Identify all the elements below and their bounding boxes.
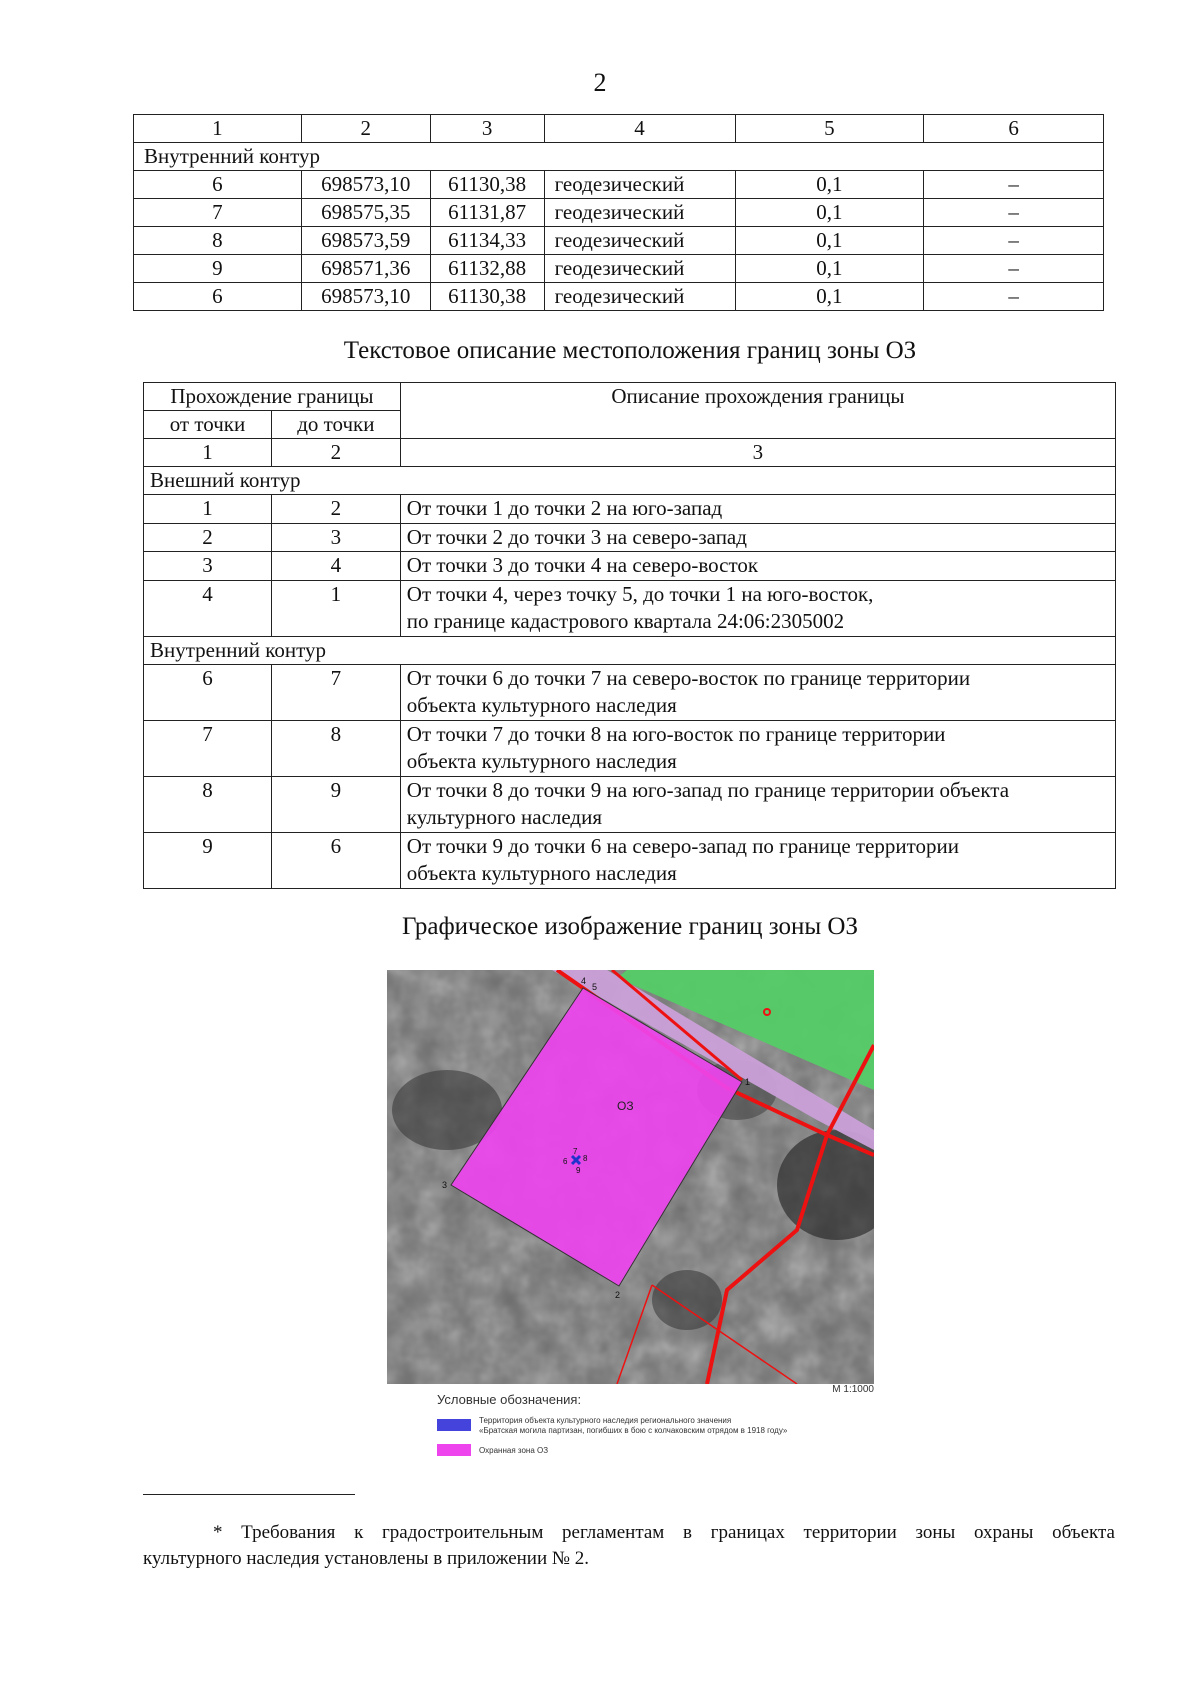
footnote-line: * Требования к градостроительным регламентам в границах территории зоны охраны объекта bbox=[213, 1522, 1115, 1543]
point-label: 1 bbox=[745, 1077, 751, 1087]
accuracy: 0,1 bbox=[735, 255, 924, 283]
point-id: 7 bbox=[134, 199, 302, 227]
description-line: От точки 9 до точки 6 на северо-запад по границе территории bbox=[406, 833, 960, 858]
section-row bbox=[134, 143, 1104, 171]
table-row bbox=[134, 199, 1104, 227]
point-id: 6 bbox=[134, 171, 302, 199]
description: От точки 1 до точки 2 на юго-запад bbox=[400, 495, 1115, 524]
legend-swatch-object bbox=[437, 1419, 471, 1431]
col-number: 2 bbox=[301, 115, 430, 143]
legend-title: Условные обозначения: bbox=[437, 1392, 582, 1407]
point-id: 8 bbox=[134, 227, 302, 255]
table-row bbox=[144, 832, 1116, 888]
y-coord: 61132,88 bbox=[430, 255, 544, 283]
point-label: 6 bbox=[563, 1157, 568, 1166]
method: геодезический bbox=[544, 199, 735, 227]
description bbox=[400, 580, 1115, 636]
description-line: объекта культурного наследия bbox=[406, 861, 677, 885]
description-line: От точки 6 до точки 7 на северо-восток по границе территории bbox=[406, 665, 971, 690]
to-point: 7 bbox=[271, 664, 400, 720]
col-number: 6 bbox=[924, 115, 1104, 143]
legend-item-zone: Охранная зона ОЗ bbox=[479, 1446, 549, 1455]
y-coord: 61134,33 bbox=[430, 227, 544, 255]
point-id: 6 bbox=[134, 283, 302, 311]
table-row bbox=[144, 776, 1116, 832]
head-to: до точки bbox=[271, 411, 400, 439]
table-number-row bbox=[144, 439, 1116, 467]
table-row bbox=[144, 664, 1116, 720]
legend-swatch-zone bbox=[437, 1444, 471, 1456]
section-row bbox=[144, 467, 1116, 495]
legend-item-object bbox=[479, 1416, 787, 1436]
legend-text: Территория объекта культурного наследия регионального значения bbox=[479, 1416, 732, 1425]
head-from: от точки bbox=[144, 411, 272, 439]
from-point: 1 bbox=[144, 495, 272, 524]
description-line: культурного наследия bbox=[406, 805, 603, 829]
description-line: по границе кадастрового квартала 24:06:2305002 bbox=[406, 609, 845, 633]
from-point: 4 bbox=[144, 580, 272, 636]
col-number: 3 bbox=[430, 115, 544, 143]
map-image bbox=[387, 970, 874, 1384]
footnote-line: культурного наследия установлены в приложении № 2. bbox=[143, 1548, 590, 1569]
section-label: Внутренний контур bbox=[134, 143, 1104, 171]
to-point: 8 bbox=[271, 720, 400, 776]
note: – bbox=[924, 199, 1104, 227]
description bbox=[400, 832, 1115, 888]
accuracy: 0,1 bbox=[735, 283, 924, 311]
table-row bbox=[134, 227, 1104, 255]
map-legend bbox=[387, 1384, 874, 1464]
from-point: 3 bbox=[144, 552, 272, 581]
col-number: 5 bbox=[735, 115, 924, 143]
description-line: объекта культурного наследия bbox=[406, 749, 677, 773]
point-label: 5 bbox=[592, 982, 598, 992]
section-row bbox=[144, 636, 1116, 664]
from-point: 8 bbox=[144, 776, 272, 832]
col-number: 3 bbox=[400, 439, 1115, 467]
y-coord: 61131,87 bbox=[430, 199, 544, 227]
footnote bbox=[143, 1520, 1115, 1572]
table-row bbox=[134, 283, 1104, 311]
accuracy: 0,1 bbox=[735, 171, 924, 199]
table-row bbox=[134, 171, 1104, 199]
head-desc: Описание прохождения границы bbox=[400, 383, 1115, 439]
from-point: 6 bbox=[144, 664, 272, 720]
to-point: 2 bbox=[271, 495, 400, 524]
description bbox=[400, 720, 1115, 776]
point-label: 8 bbox=[583, 1154, 588, 1163]
from-point: 7 bbox=[144, 720, 272, 776]
method: геодезический bbox=[544, 171, 735, 199]
from-point: 2 bbox=[144, 523, 272, 552]
method: геодезический bbox=[544, 255, 735, 283]
point-id: 9 bbox=[134, 255, 302, 283]
point-label: 3 bbox=[442, 1180, 448, 1190]
col-number: 4 bbox=[544, 115, 735, 143]
table-row bbox=[144, 580, 1116, 636]
table-row bbox=[144, 720, 1116, 776]
to-point: 6 bbox=[271, 832, 400, 888]
point-label: 4 bbox=[581, 976, 587, 986]
tree-patch bbox=[652, 1270, 722, 1330]
x-coord: 698575,35 bbox=[301, 199, 430, 227]
x-coord: 698571,36 bbox=[301, 255, 430, 283]
x-coord: 698573,10 bbox=[301, 283, 430, 311]
method: геодезический bbox=[544, 283, 735, 311]
note: – bbox=[924, 255, 1104, 283]
col-number: 1 bbox=[144, 439, 272, 467]
accuracy: 0,1 bbox=[735, 199, 924, 227]
description: От точки 2 до точки 3 на северо-запад bbox=[400, 523, 1115, 552]
inner-contour-label: Внутренний контур bbox=[144, 636, 1116, 664]
graphic-heading: Графическое изображение границ зоны ОЗ bbox=[401, 913, 858, 940]
boundary-description-table bbox=[143, 382, 1116, 889]
note: – bbox=[924, 227, 1104, 255]
description bbox=[400, 664, 1115, 720]
accuracy: 0,1 bbox=[735, 227, 924, 255]
description-line: От точки 8 до точки 9 на юго-запад по границе территории объекта bbox=[406, 777, 1010, 802]
map-scale: М 1:1000 bbox=[832, 1384, 874, 1395]
page-number: 2 bbox=[593, 68, 607, 97]
to-point: 1 bbox=[271, 580, 400, 636]
coordinates-table bbox=[133, 114, 1104, 311]
description bbox=[400, 776, 1115, 832]
point-label: 9 bbox=[576, 1166, 581, 1175]
x-coord: 698573,10 bbox=[301, 171, 430, 199]
to-point: 4 bbox=[271, 552, 400, 581]
description-line: От точки 7 до точки 8 на юго-восток по границе территории bbox=[406, 721, 946, 746]
to-point: 9 bbox=[271, 776, 400, 832]
description: От точки 3 до точки 4 на северо-восток bbox=[400, 552, 1115, 581]
note: – bbox=[924, 171, 1104, 199]
footnote-separator bbox=[143, 1494, 355, 1495]
boundary-map bbox=[387, 970, 874, 1384]
y-coord: 61130,38 bbox=[430, 171, 544, 199]
x-coord: 698573,59 bbox=[301, 227, 430, 255]
text-description-heading: Текстовое описание местоположения границ зоны ОЗ bbox=[343, 337, 917, 364]
table-header-row bbox=[144, 383, 1116, 411]
table-row bbox=[144, 552, 1116, 581]
y-coord: 61130,38 bbox=[430, 283, 544, 311]
outer-contour-label: Внешний контур bbox=[144, 467, 1116, 495]
to-point: 3 bbox=[271, 523, 400, 552]
table-row bbox=[144, 523, 1116, 552]
point-label: 2 bbox=[615, 1290, 621, 1300]
col-number: 2 bbox=[271, 439, 400, 467]
description-line: объекта культурного наследия bbox=[406, 693, 677, 717]
method: геодезический bbox=[544, 227, 735, 255]
col-number: 1 bbox=[134, 115, 302, 143]
head-pass: Прохождение границы bbox=[144, 383, 401, 411]
table-row bbox=[134, 255, 1104, 283]
table-row bbox=[144, 495, 1116, 524]
point-label: 7 bbox=[573, 1147, 578, 1156]
from-point: 9 bbox=[144, 832, 272, 888]
description-line: От точки 4, через точку 5, до точки 1 на юго-восток, bbox=[406, 581, 874, 606]
zone-label: ОЗ bbox=[617, 1099, 634, 1113]
table-header-row bbox=[134, 115, 1104, 143]
note: – bbox=[924, 283, 1104, 311]
legend-text: «Братская могила партизан, погибших в бою с колчаковским отрядом в 1918 году» bbox=[479, 1426, 788, 1435]
